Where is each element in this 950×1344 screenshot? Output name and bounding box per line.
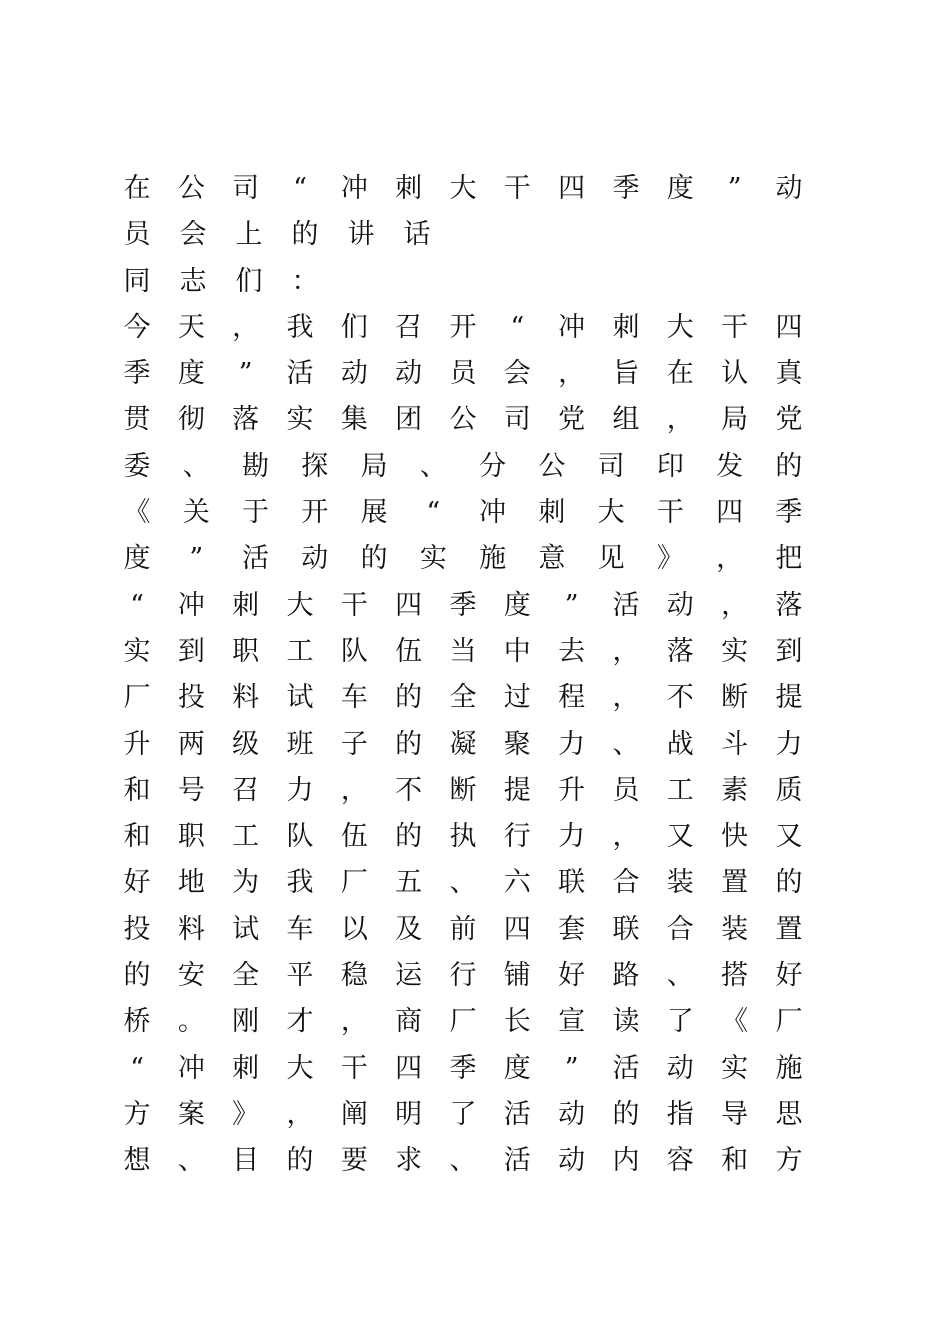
text-line: “ 冲 刺 大 干 四 季 度 ” 活 动 ， 落 bbox=[130, 589, 803, 621]
text-line: 桥 。 刚 才 ， 商 厂 长 宣 读 了 《 厂 bbox=[123, 1006, 803, 1038]
text-line: 度 ” 活 动 的 实 施 意 见 》 ， 把 bbox=[123, 543, 803, 575]
text-line: 投 料 试 车 以 及 前 四 套 联 合 装 置 bbox=[123, 913, 803, 945]
text-line: 方 案 》 ， 阐 明 了 活 动 的 指 导 思 bbox=[123, 1098, 803, 1130]
text-line: 的 安 全 平 稳 运 行 铺 好 路 、 搭 好 bbox=[123, 960, 803, 992]
text-line: 厂 投 料 试 车 的 全 过 程 ， 不 断 提 bbox=[123, 682, 803, 714]
text-line: 贯 彻 落 实 集 团 公 司 党 组 ， 局 党 bbox=[123, 404, 803, 436]
text-line: 升 两 级 班 子 的 凝 聚 力 、 战 斗 力 bbox=[123, 728, 803, 760]
text-line: 和 号 召 力 ， 不 断 提 升 员 工 素 质 bbox=[123, 774, 803, 806]
text-line: 想 、 目 的 要 求 、 活 动 内 容 和 方 bbox=[123, 1145, 803, 1177]
text-line: 今 天 ， 我 们 召 开 “ 冲 刺 大 干 四 bbox=[123, 311, 803, 343]
text-line: 《 关 于 开 展 “ 冲 刺 大 干 四 季 bbox=[123, 497, 803, 529]
text-line: 员 会 上 的 讲 话 bbox=[123, 219, 431, 251]
text-line: “ 冲 刺 大 干 四 季 度 ” 活 动 实 施 bbox=[130, 1052, 803, 1084]
speech-text bbox=[123, 166, 803, 1185]
text-line: 同 志 们 ： bbox=[123, 265, 319, 297]
text-line: 好 地 为 我 厂 五 、 六 联 合 装 置 的 bbox=[123, 867, 803, 899]
text-line: 季 度 ” 活 动 动 员 会 ， 旨 在 认 真 bbox=[123, 358, 803, 390]
text-line: 和 职 工 队 伍 的 执 行 力 ， 又 快 又 bbox=[123, 821, 803, 853]
text-line: 实 到 职 工 队 伍 当 中 去 ， 落 实 到 bbox=[123, 635, 803, 667]
text-line: 委 、 勘 探 局 、 分 公 司 印 发 的 bbox=[123, 450, 803, 482]
text-line: 在 公 司 “ 冲 刺 大 干 四 季 度 ” 动 bbox=[123, 173, 803, 204]
